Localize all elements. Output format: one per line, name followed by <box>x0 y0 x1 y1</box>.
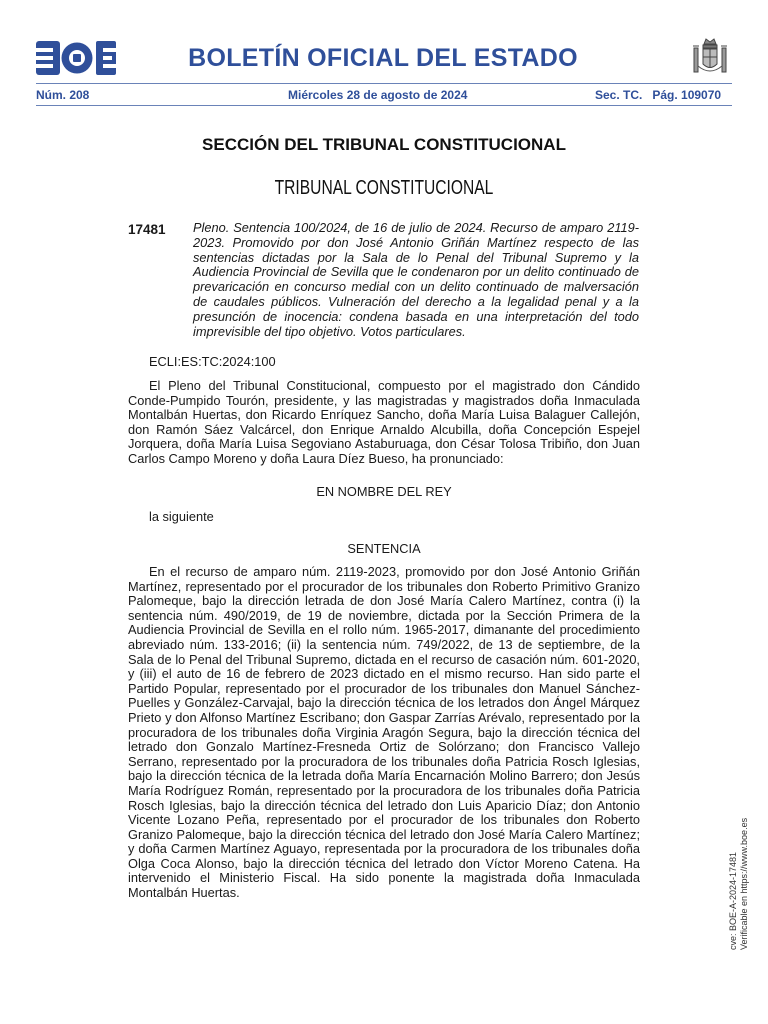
verify-url[interactable]: Verificable en https://www.boe.es <box>739 817 749 950</box>
entry-number: 17481 <box>128 222 166 237</box>
section-title: SECCIÓN DEL TRIBUNAL CONSTITUCIONAL <box>202 135 566 154</box>
entry-summary: Pleno. Sentencia 100/2024, de 16 de julio de 2024. Recurso de amparo 2119-2023. Promovido por don José Antonio Griñán Martínez respecto de las sentencias dictadas por la Sala de lo Penal del Tribunal Supremo y la Audiencia Provincial de Sevilla que le condenaron por un delito continuado de prevaricación en concurso medial con un delito continuado de malversación de caudales públicos. Vulneración del derecho a la legalidad penal y a la presunción de inocencia: condena basada en una interpretación del todo imprevisible del tipo objetivo. Votos particulares. <box>193 220 639 339</box>
boe-logo <box>36 41 116 75</box>
gazette-title: BOLETÍN OFICIAL DEL ESTADO <box>188 44 578 72</box>
header-rule-bottom <box>36 105 732 106</box>
issue-date: Miércoles 28 de agosto de 2024 <box>288 88 468 102</box>
la-siguiente-text: la siguiente <box>149 509 214 524</box>
heading-sentencia: SENTENCIA <box>347 541 421 556</box>
issue-number: Núm. 208 <box>36 88 90 102</box>
paragraph-recurso: En el recurso de amparo núm. 2119-2023, promovido por don José Antonio Griñán Martínez, representado por el procurador de los tribunales don Roberto Primitivo Granizo Palomeque, bajo la dirección letrada de don José María Calero Martínez, contra (i) la sentencia núm. 490/2019, de 19 de noviembre, dictada por la Sección Primera de la Audiencia Provincial de Sevilla en el rollo núm. 1965-2017, dimanante del procedimiento abreviado núm. 133-2016; (ii) la sentencia núm. 749/2022, de 13 de septiembre, de la Sala de lo Penal del Tribunal Supremo, dictada en el recurso de casación núm. 601-2020, y (iii) el auto de 16 de febrero de 2023 dictado en el mismo recurso. Han sido parte el Partido Popular, representado por el procurador de los tribunales don Manuel Sánchez-Puelles y González-Carvajal, bajo la dirección técnica de los letrados don Ángel Márquez Prieto y don Alfonso Martínez Escribano; don Gaspar Zarrías Arévalo, representado por la procuradora de los tribunales doña Virginia Aragón Segura, bajo la dirección técnica del letrado don Gonzalo Martínez-Fresneda Ortiz de Solórzano; don Francisco Vallejo Serrano, representado por la procuradora de los tribunales doña Patricia Rosch Iglesias, bajo la dirección técnica de la letrada doña María Encarnación Molino Barrero; don Jesús María Rodríguez Román, representado por la procuradora de los tribunales doña Patricia Rosch Iglesias, bajo la dirección técnica del letrado don Luis Aparicio Díaz; don Antonio Vicente Lozano Peña, representado por el procurador de los tribunales don Roberto Granizo Palomeque, bajo la dirección técnica del letrado don José María Calero Martínez; y doña Carmen Martínez Aguayo, representada por la procuradora de los tribunales doña Olga Coca Alonso, bajo la dirección técnica del letrado don Víctor Moreno Catena. Ha intervenido el Ministerio Fiscal. Ha sido ponente la magistrada doña Inmaculada Montalbán Huertas. <box>128 564 640 901</box>
cve-code: cve: BOE-A-2024-17481 <box>728 851 738 950</box>
paragraph-composition: El Pleno del Tribunal Constitucional, compuesto por el magistrado don Cándido Conde-Pumpido Tourón, presidente, y las magistradas y magistrados doña Inmaculada Montalbán Huertas, don Ricardo Enríquez Sancho, doña María Luisa Balaguer Callejón, don Ramón Sáez Valcárcel, don Enrique Arnaldo Alcubilla, doña Concepción Espejel Jorquera, doña María Luisa Segoviano Astaburuaga, don César Tolosa Tribiño, don Juan Carlos Campo Moreno y doña Laura Díez Bueso, ha pronunciado: <box>128 378 640 466</box>
heading-en-nombre-del-rey: EN NOMBRE DEL REY <box>316 484 452 499</box>
ecli-identifier: ECLI:ES:TC:2024:100 <box>149 354 276 369</box>
section-page: Sec. TC. Pág. 109070 <box>595 88 722 102</box>
header-rule-top <box>36 83 732 84</box>
side-verification <box>728 818 750 950</box>
court-title: TRIBUNAL CONSTITUCIONAL <box>274 177 494 199</box>
coat-of-arms-icon <box>690 36 730 80</box>
